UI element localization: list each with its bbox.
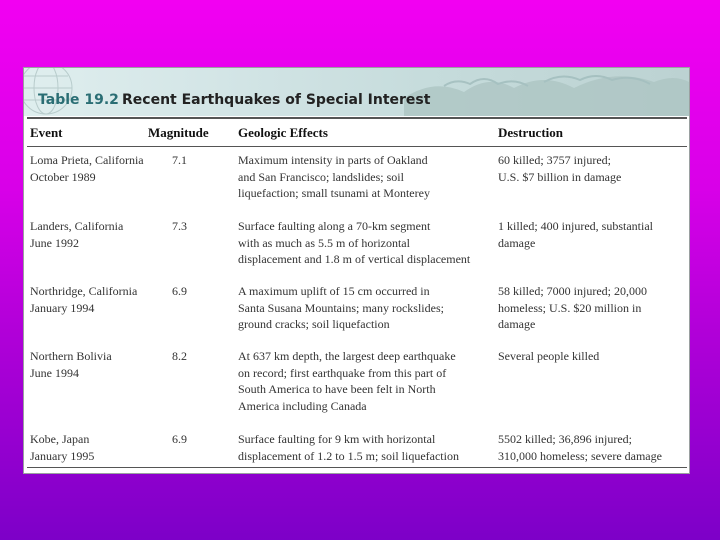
header-destruction: Destruction	[498, 125, 563, 140]
header-event: Event	[30, 125, 63, 140]
table-number: Table 19.2	[38, 92, 119, 108]
table-row-destruction: 60 killed; 3757 injured; U.S. $7 billion in damage	[498, 153, 622, 184]
table-row-magnitude: 8.2	[172, 349, 187, 363]
table-row-effects: Surface faulting for 9 km with horizontal displacement of 1.2 to 1.5 m; soil liquefaction	[238, 432, 459, 463]
table-row-event: Northern Bolivia June 1994	[30, 349, 112, 380]
table-row-event: Northridge, California January 1994	[30, 284, 138, 315]
table-row-destruction: Several people killed	[498, 349, 600, 363]
table-title-banner	[24, 68, 689, 116]
table-title: Recent Earthquakes of Special Interest	[122, 92, 431, 108]
table-row-destruction: 5502 killed; 36,896 injured; 310,000 homeless; severe damage	[498, 432, 662, 463]
table-slide	[24, 68, 689, 473]
bottom-rule	[27, 467, 687, 468]
table-row-event: Kobe, Japan January 1995	[30, 432, 95, 463]
top-rule	[27, 117, 687, 119]
header-geologic-effects: Geologic Effects	[238, 125, 328, 140]
table-row-event: Loma Prieta, California October 1989	[30, 153, 144, 184]
table-row-effects: At 637 km depth, the largest deep earthquake on record; first earthquake from this part of South America to have been felt in North America including Canada	[238, 349, 456, 413]
table-row-event: Landers, California June 1992	[30, 219, 124, 250]
table-row-effects: Maximum intensity in parts of Oakland and San Francisco; landslides; soil liquefaction; small tsunami at Monterey	[238, 153, 430, 200]
table-row-magnitude: 7.3	[172, 219, 187, 233]
table-row-destruction: 1 killed; 400 injured, substantial damage	[498, 219, 653, 250]
header-magnitude: Magnitude	[148, 125, 209, 140]
table-row-magnitude: 6.9	[172, 284, 187, 298]
header-rule	[27, 146, 687, 147]
table-row-effects: Surface faulting along a 70-km segment with as much as 5.5 m of horizontal displacement and 1.8 m of vertical displacement	[238, 219, 471, 266]
table-row-destruction: 58 killed; 7000 injured; 20,000 homeless; U.S. $20 million in damage	[498, 284, 647, 331]
table-row-magnitude: 6.9	[172, 432, 187, 446]
table-row-magnitude: 7.1	[172, 153, 187, 167]
table-row-effects: A maximum uplift of 15 cm occurred in Santa Susana Mountains; many rockslides; ground cracks; soil liquefaction	[238, 284, 444, 331]
